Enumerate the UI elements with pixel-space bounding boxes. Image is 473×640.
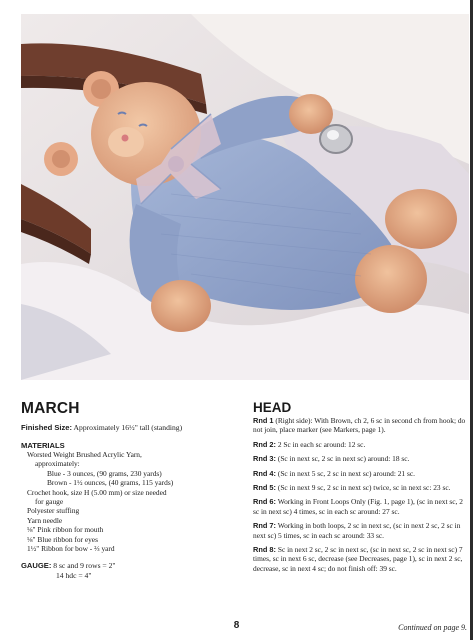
material-item: ⅛" Blue ribbon for eyes xyxy=(27,534,98,544)
material-item: ⅛" Pink ribbon for mouth xyxy=(27,525,104,535)
round-text: (Sc in next 9 sc, 2 sc in next sc) twice, sc in next sc: 23 sc. xyxy=(277,483,451,493)
round-text: (Sc in next 5 sc, 2 sc in next sc) around: 21 sc. xyxy=(277,468,415,478)
round-text: 2 Sc in each sc around: 12 sc. xyxy=(277,439,366,449)
gauge xyxy=(21,561,233,581)
materials-heading: MATERIALS xyxy=(21,441,65,450)
material-item: Crochet hook, size H (5.00 mm) or size needed xyxy=(27,487,167,497)
material-item: approximately: xyxy=(35,459,80,469)
round-2 xyxy=(253,440,468,449)
bear-illustration xyxy=(21,14,469,380)
material-item: Blue - 3 ounces, (90 grams, 230 yards) xyxy=(47,468,162,478)
finished-size xyxy=(21,423,233,433)
round-text: Working in both loops, 2 sc in next sc, (sc in next 2 sc, 2 sc in next sc) 5 times, sc in each sc around: 33 sc. xyxy=(253,521,461,540)
round-text: (Sc in next sc, 2 sc in next sc) around: 18 sc. xyxy=(277,454,410,464)
round-7 xyxy=(253,521,468,540)
round-label: Rnd 1 xyxy=(253,416,274,425)
round-label: Rnd 4: xyxy=(253,468,276,478)
round-text: Working in Front Loops Only (Fig. 1, page 1), (sc in next sc, 2 sc in next sc) 4 times, sc in each sc around: 27 sc. xyxy=(253,497,463,516)
gauge-line-1: 8 sc and 9 rows = 2" xyxy=(53,561,116,571)
round-8 xyxy=(253,545,468,573)
finished-size-label: Finished Size: xyxy=(21,423,73,432)
round-1 xyxy=(253,416,468,435)
round-label: Rnd 5: xyxy=(253,483,276,493)
material-item: Yarn needle xyxy=(27,515,63,525)
material-item: Brown - 1½ ounces, (40 grams, 115 yards) xyxy=(47,478,174,488)
material-item: Polyester stuffing xyxy=(27,506,80,516)
march-title: MARCH xyxy=(21,400,80,417)
round-label: Rnd 6: xyxy=(253,497,276,507)
material-item: for gauge xyxy=(35,497,64,507)
material-item: 1½" Ribbon for bow - ⅔ yard xyxy=(27,544,115,554)
material-item: Worsted Weight Brushed Acrylic Yarn, xyxy=(27,450,142,459)
round-label: Rnd 2: xyxy=(253,439,276,449)
materials-list xyxy=(21,450,233,553)
round-5 xyxy=(253,483,468,492)
bear-photo xyxy=(21,14,469,380)
march-section xyxy=(21,400,233,581)
round-label: Rnd 7: xyxy=(253,521,276,531)
round-text: (Right side): With Brown, ch 2, 6 sc in second ch from hook; do not join, place marker (see Markers, page 1). xyxy=(253,416,466,435)
page-number: 8 xyxy=(233,620,240,631)
round-6 xyxy=(253,497,468,516)
head-title: HEAD xyxy=(253,400,292,415)
round-label: Rnd 3: xyxy=(253,454,276,464)
gauge-line-2: 14 hdc = 4" xyxy=(56,571,92,581)
round-text: Sc in next 2 sc, 2 sc in next sc, (sc in next sc, 2 sc in next sc) 7 times, sc in next 6 sc, decrease (see Decreases, page 1), sc in next 2 sc, decrease, sc in next 4 sc; do not finish off: 39 sc. xyxy=(253,545,463,573)
round-3 xyxy=(253,454,468,463)
finished-size-value: Approximately 16½" tall (standing) xyxy=(73,423,183,432)
round-label: Rnd 8: xyxy=(253,545,276,555)
gauge-label: GAUGE: xyxy=(21,561,52,571)
head-section xyxy=(253,400,468,578)
round-4 xyxy=(253,469,468,478)
continued-note: Continued on page 9. xyxy=(398,623,467,632)
